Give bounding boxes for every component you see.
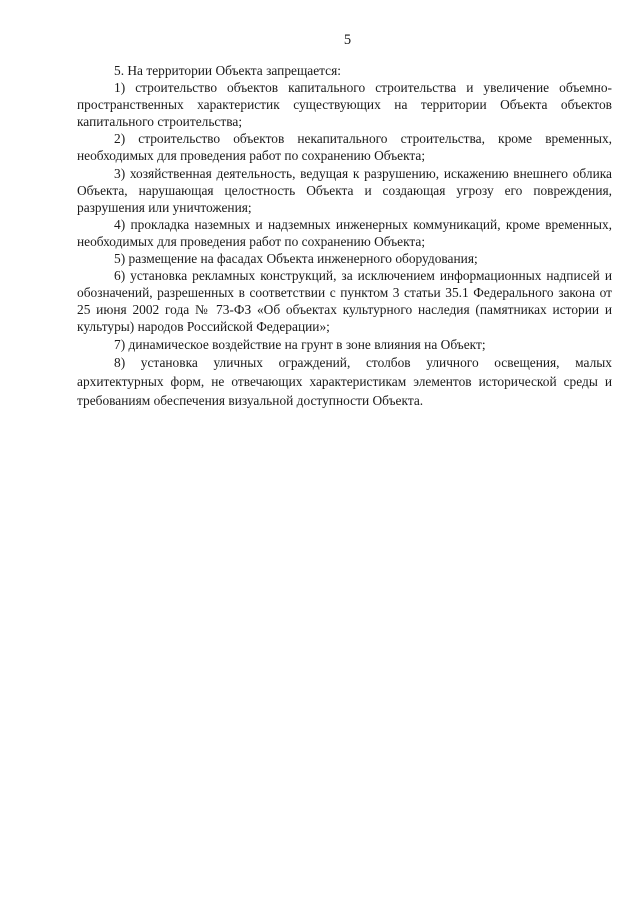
page-number: 5 xyxy=(343,32,352,48)
list-item-7: 7) динамическое воздействие на грунт в зоне влияния на Объект; xyxy=(114,336,486,352)
list-item-1: 1) строительство объектов капитального строительства и увеличение объемно-пространственных характеристик существующих на территории Объекта объектов капитального строительства; xyxy=(77,80,612,130)
document-body xyxy=(77,62,612,410)
list-item-8: 8) установка уличных ограждений, столбов уличного освещения, малых архитектурных форм, не отвечающих характеристикам элементов исторической среды и требованиям обеспечения визуальной доступности Объекта. xyxy=(77,354,612,408)
list-item-4: 4) прокладка наземных и надземных инженерных коммуникаций, кроме временных, необходимых для проведения работ по сохранению Объекта; xyxy=(77,216,612,249)
list-item-3: 3) хозяйственная деятельность, ведущая к разрушению, искажению внешнего облика Объекта, нарушающая целостность Объекта и создающая угрозу его повреждения, разрушения или уничтожения; xyxy=(77,165,612,215)
section-intro: 5. На территории Объекта запрещается: xyxy=(114,63,341,78)
list-item-6: 6) установка рекламных конструкций, за исключением информационных надписей и обозначений, разрешенных в соответствии с пунктом 3 статьи 35.1 Федерального закона от 25 июня 2002 года № 73-ФЗ «Об объектах культурного наследия (памятниках истории и культуры) народов Российской Федерации»; xyxy=(77,268,612,335)
list-item-5: 5) размещение на фасадах Объекта инженерного оборудования; xyxy=(114,251,478,267)
list-item-2: 2) строительство объектов некапитального строительства, кроме временных, необходимых для проведения работ по сохранению Объекта; xyxy=(77,131,612,164)
